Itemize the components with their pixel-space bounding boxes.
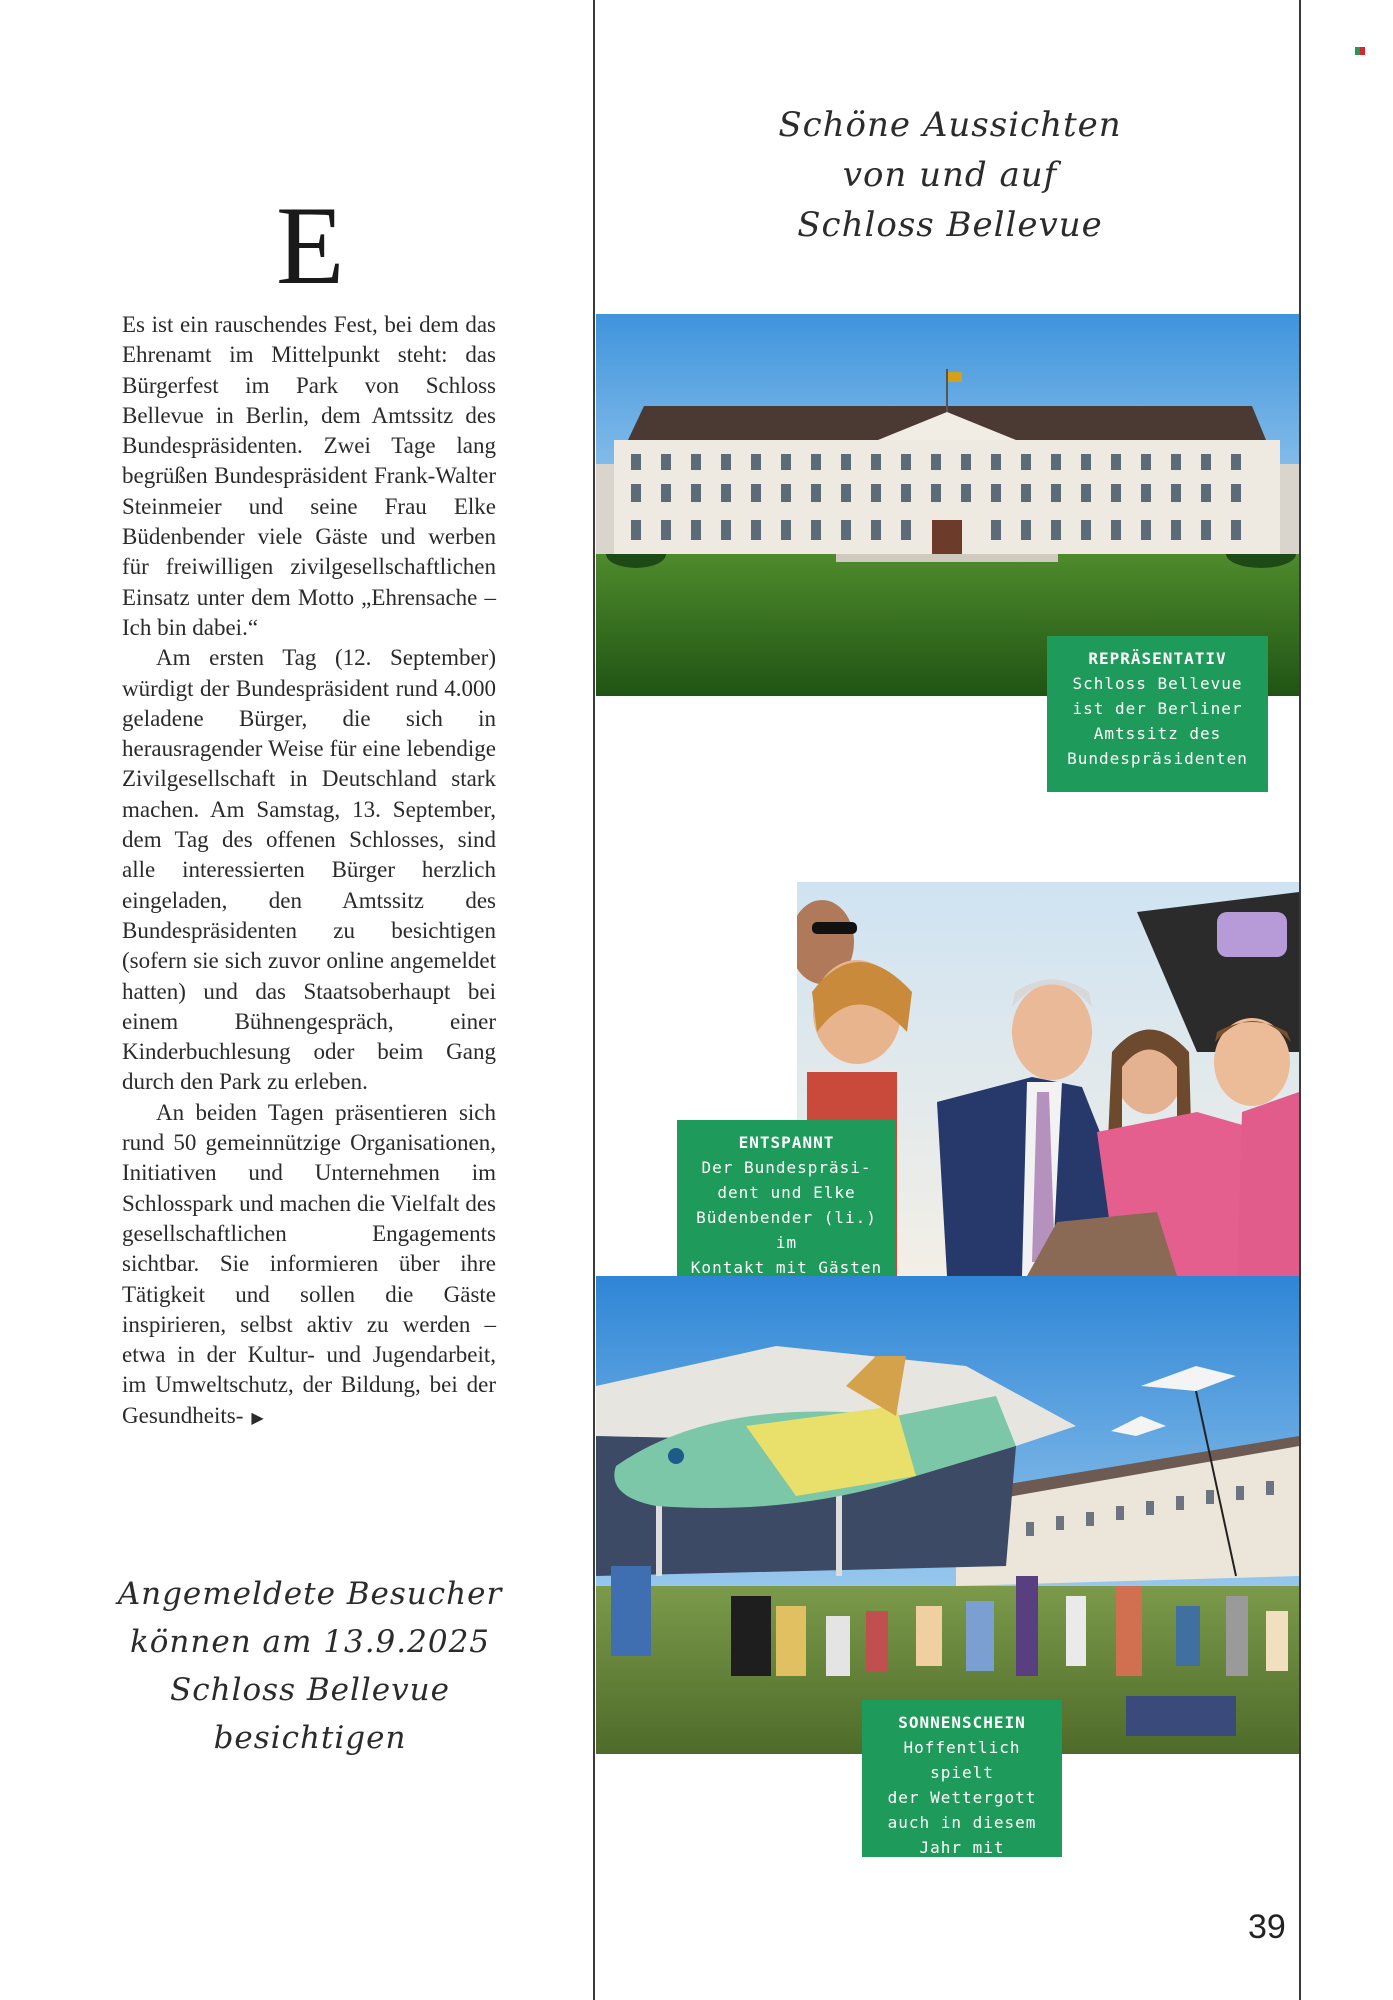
article-paragraph: Es ist ein rauschendes Fest, bei dem das Ehrenamt im Mittelpunkt steht: das Bürgerfest im Park von Schloss Bellevue in Berlin, dem Amtssitz des Bundespräsidenten. Zwei Tage lang begrüßen Bundespräsident Frank-Walter Steinmeier und seine Frau Elke Büdenbender viele Gäste und werben für freiwilligen zivilgesellschaftlichen Einsatz unter dem Motto „Ehrensache – Ich bin dabei.“ [122,312,496,640]
caption-line: ist der Berliner [1072,699,1243,718]
headline-script [700,100,1200,250]
article-paragraph: An beiden Tagen präsentieren sich rund 50 gemeinnützige Organisationen, Initiativen und Unternehmen im Schlosspark und machen die Vielfalt des gesellschaftlichen Engagements sichtbar. Sie informieren über ihre Tätigkeit und sollen die Gäste inspirieren, selbst aktiv zu werden – etwa in der Kultur- und Jugendarbeit, im Umweltschutz, der Bildung, bei der Gesundheits- ▶ [122,1099,496,1428]
caption-line: Kontakt mit Gästen [690,1258,883,1277]
caption-title: ENTSPANNT [738,1133,835,1152]
article-paragraph: Am ersten Tag (12. September) würdigt der Bundespräsident rund 4.000 geladene Bürger, die sich in herausragender Weise für eine lebendige Zivilgesellschaft in Deutschland stark machen. Am Samstag, 13. September, dem Tag des offenen Schlosses, sind alle interessierten Bürger herzlich eingeladen, den Amtssitz des Bundespräsidenten zu besichtigen (sofern sie sich zuvor online angemeldet hatten) und das Staatsoberhaupt bei einem Bühnengespräch, einer Kinderbuchlesung oder beim Gang durch den Park zu erleben. [122,645,496,1095]
caption-title: SONNENSCHEIN [898,1713,1026,1732]
continue-arrow-icon: ▶ [251,1409,264,1427]
caption-line: dent und Elke [717,1183,856,1202]
caption-repraesentativ [1047,636,1268,792]
column-divider-left [593,0,595,2000]
caption-line: auch in diesem [887,1813,1037,1832]
caption-line: Schloss Bellevue [1072,674,1243,693]
corner-mark-icon [1355,40,1365,48]
caption-line: Der Bundespräsi- [701,1158,872,1177]
aside-line: Angemeldete Besucher [117,1576,503,1612]
aside-line: können am 13.9.2025 [129,1624,491,1660]
page-number: 39 [1248,1908,1286,1946]
caption-line: Büdenbender (li.) im [696,1208,877,1252]
caption-line: Hoffentlich spielt [903,1738,1021,1782]
caption-line: Bundespräsidenten [1067,749,1248,768]
buergerfest-stage-photo [596,1276,1299,1754]
caption-sonnenschein [862,1700,1062,1857]
caption-line: der Wettergott [887,1788,1037,1807]
headline-line: Schöne Aussichten [778,105,1122,145]
aside-line: Schloss Bellevue [170,1672,450,1708]
drop-cap: E [276,184,345,308]
headline-line: Schloss Bellevue [797,205,1103,245]
aside-script-note [110,1570,510,1762]
aside-line: besichtigen [213,1720,407,1756]
article-body [122,310,496,1434]
headline-line: von und auf [842,155,1058,195]
column-divider-right [1299,0,1301,2000]
caption-title: REPRÄSENTATIV [1088,649,1227,668]
caption-line: Amtssitz des [1093,724,1222,743]
caption-line: Jahr mit [919,1838,1005,1857]
caption-entspannt [677,1120,896,1276]
